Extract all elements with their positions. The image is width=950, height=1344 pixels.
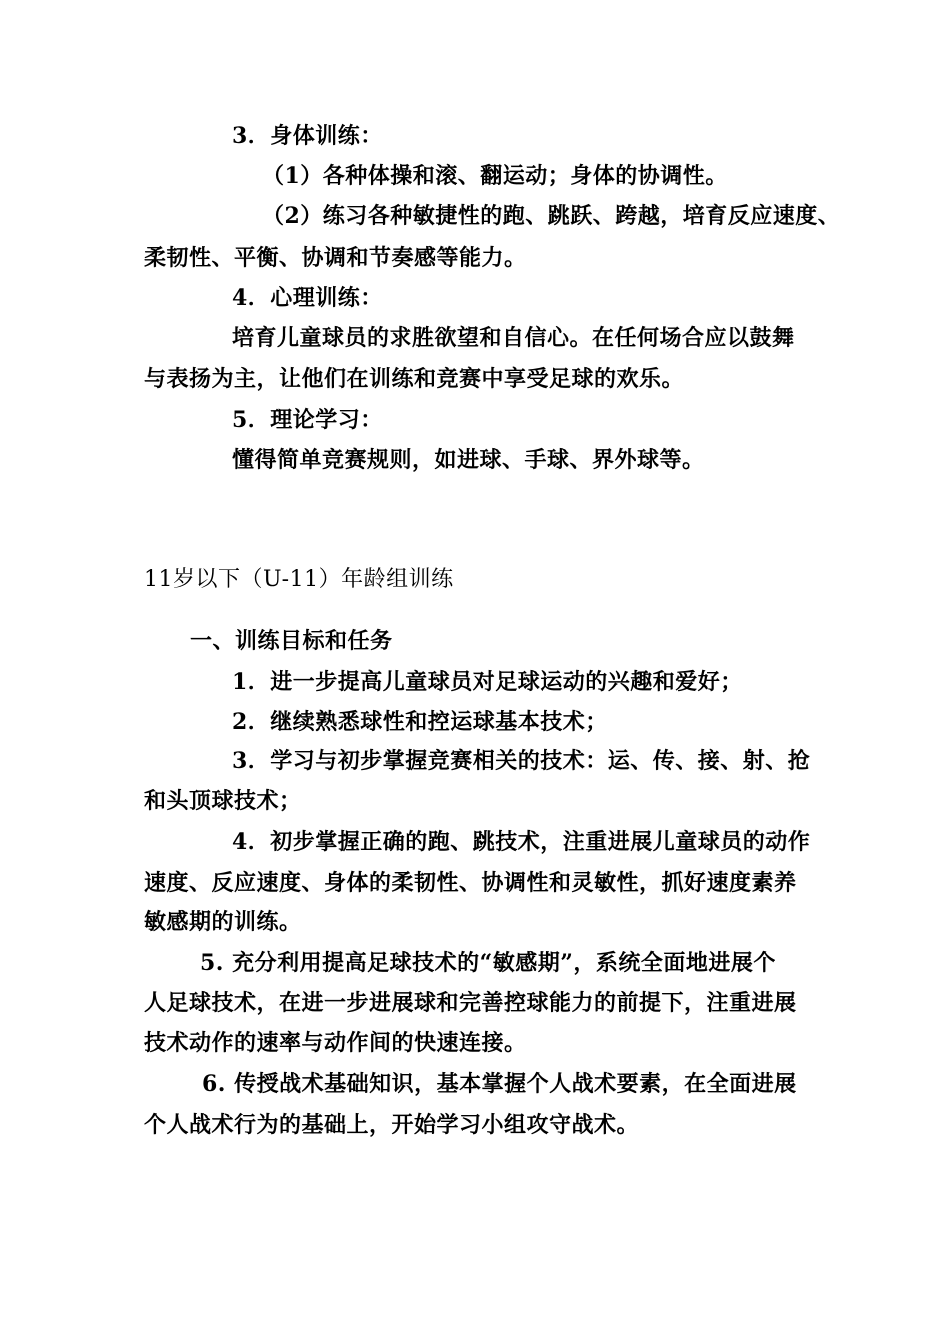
item5-title: 5．理论学习： [232, 407, 383, 433]
item3-paragraph-2-line-1: （2）练习各种敏捷性的跑、跳跃、跨越，培育反应速度、 [262, 203, 841, 229]
item4-title: 4．心理训练： [232, 285, 383, 311]
section-u11-subtitle: 一、训练目标和任务 [190, 628, 393, 654]
goal-6-line-2: 个人战术行为的基础上，开始学习小组攻守战术。 [144, 1112, 640, 1138]
goal-5-line-1: 5. 充分利用提高足球技术的“敏感期”，系统全面地进展个 [200, 950, 776, 976]
goal-6-line-1: 6. 传授战术基础知识，基本掌握个人战术要素，在全面进展 [202, 1071, 797, 1097]
goal-3-line-2: 和头顶球技术； [144, 788, 302, 814]
goal-4-line-2: 速度、反应速度、身体的柔韧性、协调性和灵敏性，抓好速度素养 [144, 870, 797, 896]
section-u11-title: 11岁以下（U-11）年龄组训练 [144, 567, 454, 592]
goal-5-line-3: 技术动作的速率与动作间的快速连接。 [144, 1030, 527, 1056]
goal-4-line-1: 4．初步掌握正确的跑、跳技术，注重进展儿童球员的动作 [232, 829, 811, 855]
goal-3-line-1: 3．学习与初步掌握竞赛相关的技术：运、传、接、射、抢 [232, 748, 811, 774]
goal-2: 2．继续熟悉球性和控运球基本技术； [232, 709, 608, 735]
goal-4-line-3: 敏感期的训练。 [144, 909, 302, 935]
item3-paragraph-1: （1）各种体操和滚、翻运动；身体的协调性。 [262, 163, 728, 189]
goal-1: 1．进一步提高儿童球员对足球运动的兴趣和爱好； [232, 669, 743, 695]
item3-paragraph-2-line-2: 柔韧性、平衡、协调和节奏感等能力。 [144, 245, 527, 271]
goal-5-line-2: 人足球技术，在进一步进展球和完善控球能力的前提下，注重进展 [144, 990, 797, 1016]
item5-paragraph-line-1: 懂得简单竞赛规则，如进球、手球、界外球等。 [232, 447, 705, 473]
item4-paragraph-line-2: 与表扬为主，让他们在训练和竞赛中享受足球的欢乐。 [144, 366, 685, 392]
item4-paragraph-line-1: 培育儿童球员的求胜欲望和自信心。在任何场合应以鼓舞 [232, 325, 795, 351]
item3-title: 3．身体训练： [232, 123, 383, 149]
